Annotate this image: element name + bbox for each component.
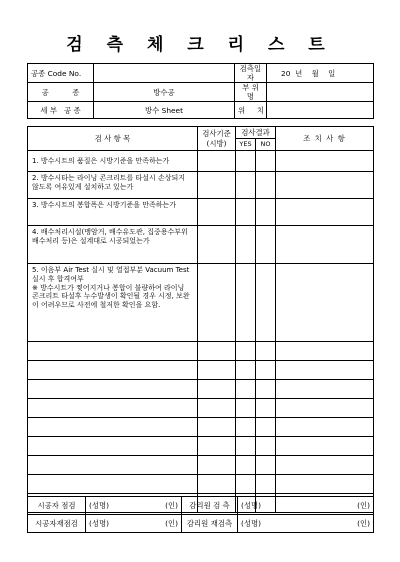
no-cell[interactable] (256, 199, 276, 226)
action-cell[interactable] (276, 172, 374, 199)
criteria-cell[interactable] (198, 456, 236, 475)
location-value[interactable] (267, 102, 374, 119)
header-item: 검 사 항 목 (28, 127, 198, 151)
no-cell[interactable] (256, 264, 276, 342)
check-item: 3. 방수시트의 봉합폭은 시방기준을 만족하는가 (28, 199, 198, 226)
supervisor-name[interactable]: (성명) (238, 497, 344, 515)
contractor-name[interactable]: (성명) (86, 497, 154, 515)
no-cell[interactable] (256, 361, 276, 380)
contractor-recheck-seal[interactable]: (인) (154, 515, 182, 533)
criteria-cell[interactable] (198, 380, 236, 399)
empty-item-cell[interactable] (28, 342, 198, 361)
empty-item-cell[interactable] (28, 437, 198, 456)
location-label: 위 치 (235, 102, 267, 119)
yes-cell[interactable] (236, 456, 256, 475)
work-label: 공 종 (28, 83, 94, 102)
yes-cell[interactable] (236, 172, 256, 199)
no-cell[interactable] (256, 342, 276, 361)
contractor-check-label: 시공자 점검 (28, 497, 86, 515)
yes-cell[interactable] (236, 361, 256, 380)
code-label: 공종 Code No. (28, 64, 94, 83)
empty-item-cell[interactable] (28, 399, 198, 418)
contractor-seal[interactable]: (인) (154, 497, 182, 515)
criteria-cell[interactable] (198, 151, 236, 172)
criteria-cell[interactable] (198, 172, 236, 199)
action-cell[interactable] (276, 380, 374, 399)
action-cell[interactable] (276, 199, 374, 226)
yes-cell[interactable] (236, 418, 256, 437)
header-yes: YES (236, 139, 256, 151)
criteria-cell[interactable] (198, 361, 236, 380)
criteria-cell[interactable] (198, 342, 236, 361)
criteria-cell[interactable] (198, 475, 236, 494)
date-label: 검측일자 (235, 64, 267, 83)
supervisor-reinspect-label: 감리원 재검측 (182, 515, 238, 533)
info-table (27, 63, 374, 119)
supervisor-seal[interactable]: (인) (344, 497, 374, 515)
header-criteria: 검사기준 (시방) (198, 127, 236, 151)
date-value[interactable]: 20 년 월 일 (267, 64, 374, 83)
contractor-recheck-label: 시공자재점검 (28, 515, 86, 533)
yes-cell[interactable] (236, 380, 256, 399)
criteria-cell[interactable] (198, 437, 236, 456)
yes-cell[interactable] (236, 399, 256, 418)
work-value[interactable]: 방수공 (94, 83, 235, 102)
part-label: 부 위 명 (235, 83, 267, 102)
detail-value[interactable]: 방수 Sheet (94, 102, 235, 119)
no-cell[interactable] (256, 151, 276, 172)
criteria-cell[interactable] (198, 399, 236, 418)
criteria-cell[interactable] (198, 226, 236, 264)
header-action: 조 치 사 항 (276, 127, 374, 151)
action-cell[interactable] (276, 342, 374, 361)
supervisor-reinspect-name[interactable]: (성명) (238, 515, 344, 533)
action-cell[interactable] (276, 437, 374, 456)
header-no: NO (256, 139, 276, 151)
empty-item-cell[interactable] (28, 418, 198, 437)
yes-cell[interactable] (236, 342, 256, 361)
criteria-cell[interactable] (198, 264, 236, 342)
yes-cell[interactable] (236, 475, 256, 494)
empty-item-cell[interactable] (28, 456, 198, 475)
no-cell[interactable] (256, 456, 276, 475)
no-cell[interactable] (256, 399, 276, 418)
page-title: 검 측 체 크 리 스 트 (66, 35, 334, 55)
detail-label: 세 부 공 종 (28, 102, 94, 119)
action-cell[interactable] (276, 264, 374, 342)
no-cell[interactable] (256, 380, 276, 399)
part-value[interactable] (267, 83, 374, 102)
checklist-table (27, 126, 374, 513)
action-cell[interactable] (276, 361, 374, 380)
yes-cell[interactable] (236, 264, 256, 342)
signature-table (27, 496, 374, 533)
yes-cell[interactable] (236, 151, 256, 172)
empty-item-cell[interactable] (28, 361, 198, 380)
yes-cell[interactable] (236, 437, 256, 456)
no-cell[interactable] (256, 226, 276, 264)
supervisor-reinspect-seal[interactable]: (인) (344, 515, 374, 533)
code-value[interactable] (94, 64, 235, 83)
criteria-cell[interactable] (198, 418, 236, 437)
no-cell[interactable] (256, 437, 276, 456)
supervisor-inspect-label: 감리원 검 측 (182, 497, 238, 515)
no-cell[interactable] (256, 418, 276, 437)
action-cell[interactable] (276, 226, 374, 264)
action-cell[interactable] (276, 475, 374, 494)
check-item: 4. 배수처리시설(맹암거, 배수유도관, 집중용수부위배수처리 등)은 설계대로 시공되었는가 (28, 226, 198, 264)
no-cell[interactable] (256, 172, 276, 199)
check-item: 2. 방수시타는 라이닝 콘크리트를 타설시 손상되지 않도록 여유있게 설치하고 있는가 (28, 172, 198, 199)
check-item: 5. 이음부 Air Test 실시 및 열접부분 Vacuum Test 실시 후 합격여부 ※ 방수시트가 찢어지거나 봉합이 불량하여 라이닝 콘크리트 타설후 누수발생이 확인될 경우 시정, 보완이 어려우므로 사전에 철저한 확인을 요함. (28, 264, 198, 342)
action-cell[interactable] (276, 151, 374, 172)
action-cell[interactable] (276, 456, 374, 475)
action-cell[interactable] (276, 399, 374, 418)
criteria-cell[interactable] (198, 199, 236, 226)
yes-cell[interactable] (236, 226, 256, 264)
contractor-recheck-name[interactable]: (성명) (86, 515, 154, 533)
check-item: 1. 방수시트의 품질은 시방기준을 만족하는가 (28, 151, 198, 172)
no-cell[interactable] (256, 475, 276, 494)
yes-cell[interactable] (236, 199, 256, 226)
header-result: 검사결과 (236, 127, 276, 139)
action-cell[interactable] (276, 418, 374, 437)
empty-item-cell[interactable] (28, 380, 198, 399)
empty-item-cell[interactable] (28, 475, 198, 494)
